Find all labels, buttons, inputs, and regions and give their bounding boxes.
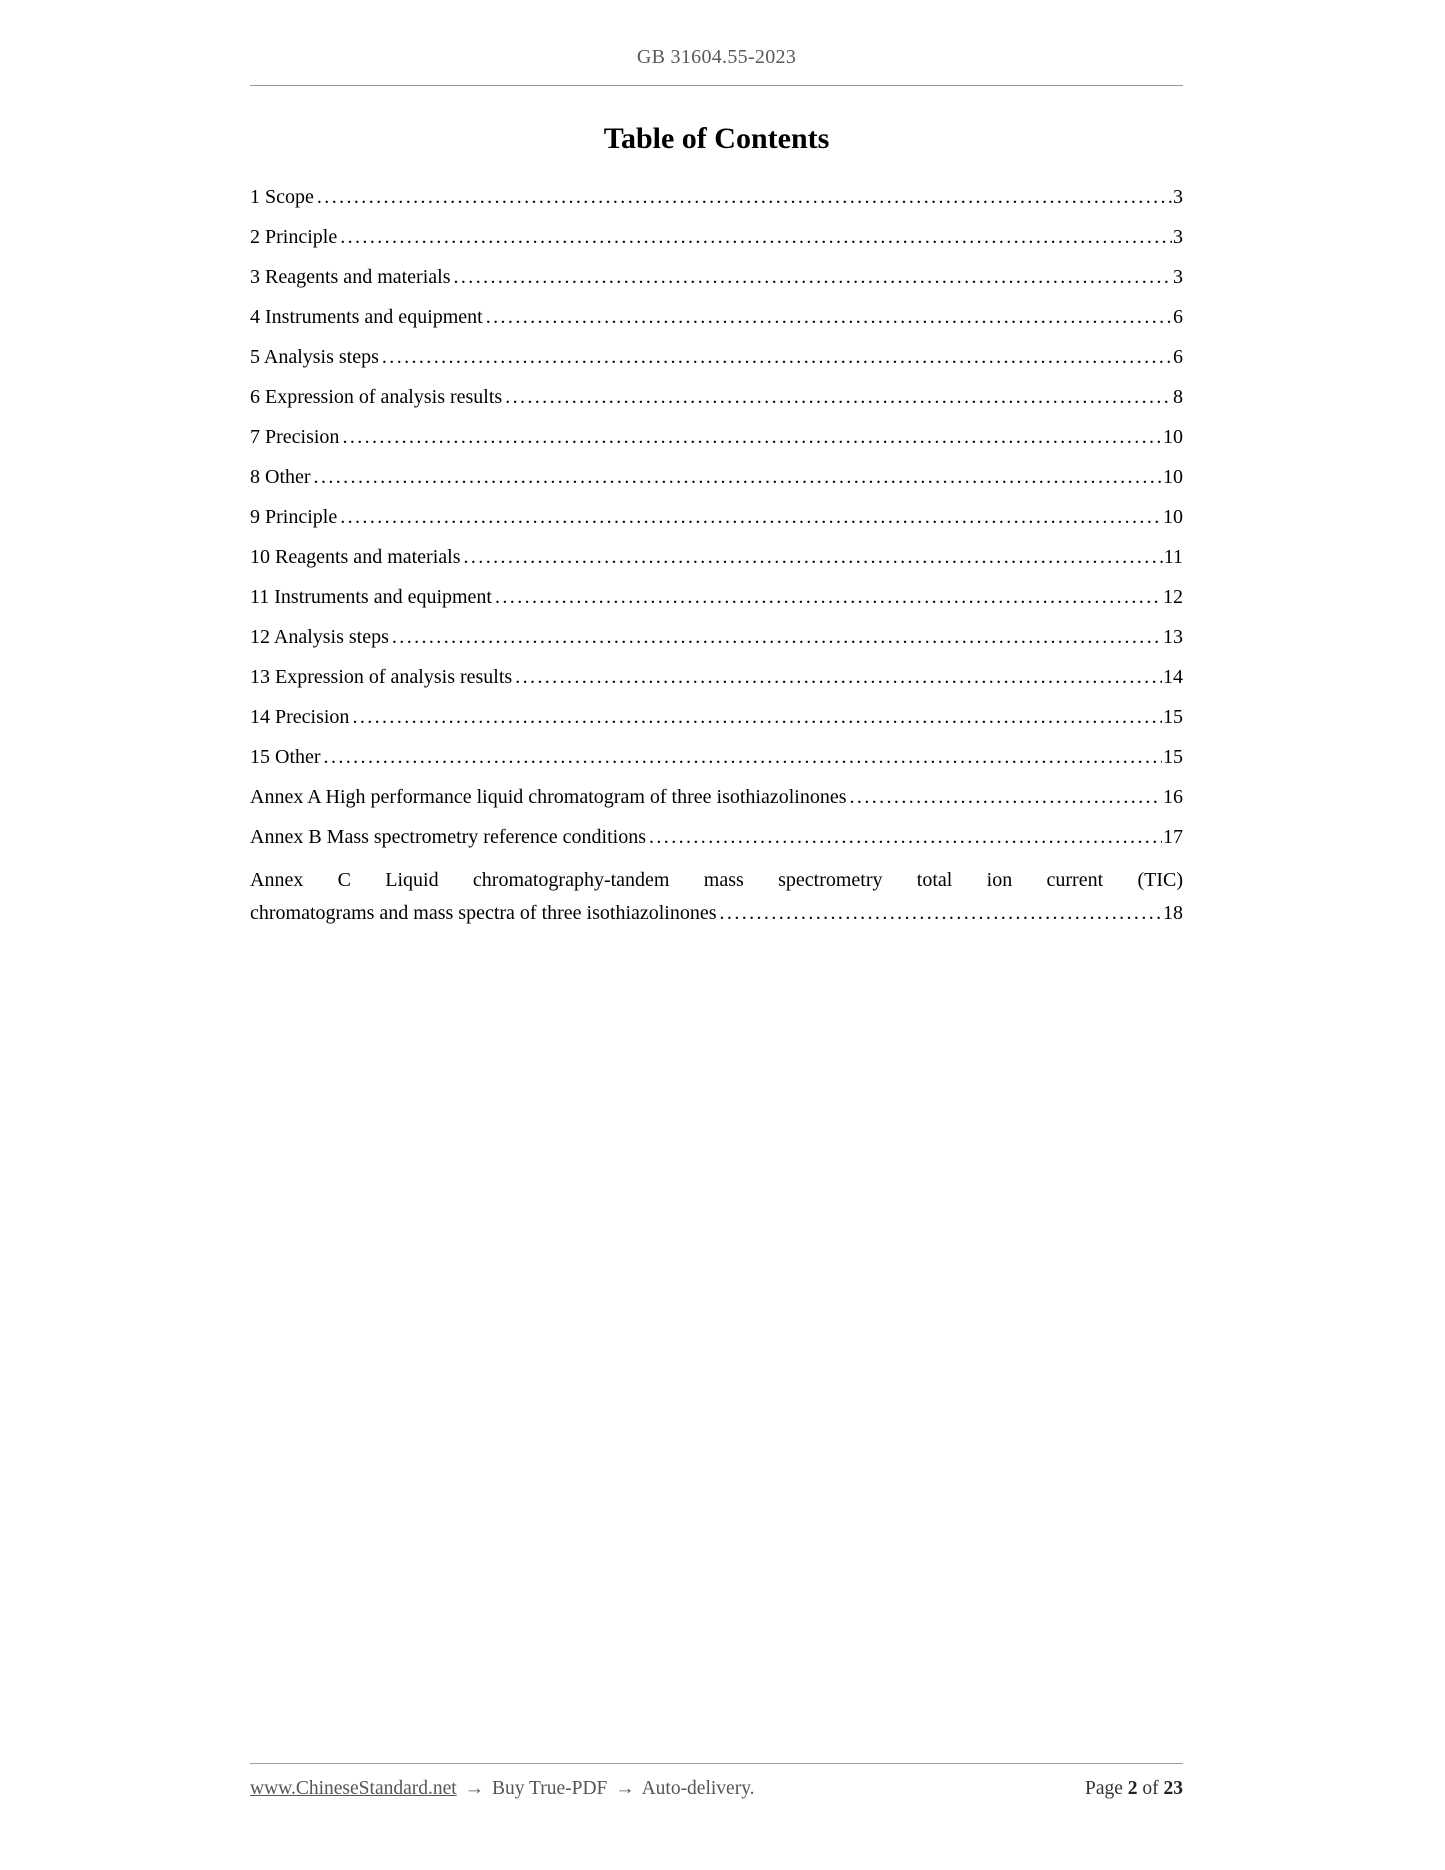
toc-entry bbox=[250, 304, 1183, 331]
toc-entry bbox=[250, 384, 1183, 411]
toc-entry-title: 2 Principle bbox=[250, 226, 338, 248]
toc-leader-dots bbox=[486, 304, 1172, 331]
toc-entry-page: 11 bbox=[1163, 546, 1183, 568]
footer-site-link[interactable]: www.ChineseStandard.net bbox=[250, 1778, 457, 1799]
toc-entry-title: Annex B Mass spectrometry reference conditions bbox=[250, 826, 646, 848]
toc-entry-title: 7 Precision bbox=[250, 426, 340, 448]
page-footer bbox=[250, 1763, 1183, 1800]
toc-entry-title: 10 Reagents and materials bbox=[250, 546, 461, 568]
toc-entry-title: 4 Instruments and equipment bbox=[250, 306, 483, 328]
toc-entry bbox=[250, 264, 1183, 291]
toc-entry bbox=[250, 824, 1183, 851]
toc-leader-dots bbox=[505, 384, 1172, 411]
toc-leader-dots bbox=[342, 424, 1162, 451]
toc-entry-page: 10 bbox=[1163, 426, 1183, 448]
toc-entry bbox=[250, 184, 1183, 211]
toc-entry-title: 12 Analysis steps bbox=[250, 626, 389, 648]
toc-entry-title-line2: chromatograms and mass spectra of three isothiazolinones bbox=[250, 902, 717, 924]
toc-entry-title: 6 Expression of analysis results bbox=[250, 386, 503, 408]
toc-entry-title: 8 Other bbox=[250, 466, 311, 488]
toc-entry-title: 13 Expression of analysis results bbox=[250, 666, 513, 688]
toc-leader-dots bbox=[314, 464, 1162, 491]
toc-entry-page: 15 bbox=[1163, 706, 1183, 728]
toc-entry bbox=[250, 464, 1183, 491]
toc-leader-dots bbox=[454, 264, 1173, 291]
toc-entry bbox=[250, 624, 1183, 651]
toc-entry bbox=[250, 344, 1183, 371]
toc-leader-dots bbox=[324, 744, 1162, 771]
arrow-right-icon: → bbox=[464, 1778, 485, 1799]
toc-entry-title: Annex A High performance liquid chromatogram of three isothiazolinones bbox=[250, 786, 847, 808]
footer-delivery-text: Auto-delivery. bbox=[641, 1778, 755, 1799]
toc-leader-dots bbox=[850, 784, 1162, 811]
toc-leader-dots bbox=[464, 544, 1163, 571]
toc-entry-page: 15 bbox=[1163, 746, 1183, 768]
toc-leader-dots bbox=[392, 624, 1162, 651]
toc-leader-dots bbox=[720, 897, 1162, 930]
toc-entry bbox=[250, 784, 1183, 811]
header-divider bbox=[250, 85, 1183, 86]
toc-entry-title: 15 Other bbox=[250, 746, 321, 768]
document-code: GB 31604.55-2023 bbox=[636, 46, 797, 68]
toc-entry-page: 6 bbox=[1173, 346, 1183, 368]
total-pages-number: 23 bbox=[1163, 1778, 1183, 1799]
table-of-contents bbox=[250, 184, 1183, 930]
toc-entry-title: 9 Principle bbox=[250, 506, 338, 528]
toc-entry-title: 5 Analysis steps bbox=[250, 346, 379, 368]
toc-entry bbox=[250, 704, 1183, 731]
toc-entry-page: 17 bbox=[1163, 826, 1183, 848]
page-label: Page bbox=[1084, 1778, 1123, 1799]
toc-entry bbox=[250, 584, 1183, 611]
toc-entry-page: 14 bbox=[1163, 666, 1183, 688]
toc-entry-title: 3 Reagents and materials bbox=[250, 266, 451, 288]
toc-entry bbox=[250, 424, 1183, 451]
page-title: Table of Contents bbox=[603, 122, 830, 155]
toc-entry-title: 1 Scope bbox=[250, 186, 314, 208]
of-label: of bbox=[1142, 1778, 1159, 1799]
toc-leader-dots bbox=[495, 584, 1162, 611]
toc-entry-page: 10 bbox=[1163, 506, 1183, 528]
toc-entry-page: 6 bbox=[1173, 306, 1183, 328]
toc-entry-page: 16 bbox=[1163, 786, 1183, 808]
toc-entry-annex-c bbox=[250, 864, 1183, 930]
toc-entry-page: 12 bbox=[1163, 586, 1183, 608]
toc-entry-page: 8 bbox=[1173, 386, 1183, 408]
toc-entry-page: 13 bbox=[1163, 626, 1183, 648]
toc-entry-line2 bbox=[250, 897, 1183, 930]
arrow-right-icon: → bbox=[615, 1778, 635, 1799]
toc-entry-page: 3 bbox=[1173, 186, 1183, 208]
toc-leader-dots bbox=[382, 344, 1172, 371]
toc-entry-title: 14 Precision bbox=[250, 706, 350, 728]
toc-leader-dots bbox=[649, 824, 1162, 851]
toc-leader-dots bbox=[317, 184, 1172, 211]
toc-leader-dots bbox=[352, 704, 1162, 731]
toc-entry bbox=[250, 664, 1183, 691]
current-page-number: 2 bbox=[1127, 1778, 1138, 1799]
toc-entry bbox=[250, 504, 1183, 531]
toc-entry-page: 18 bbox=[1163, 902, 1183, 924]
footer-branding bbox=[250, 1778, 755, 1800]
toc-entry bbox=[250, 224, 1183, 251]
toc-leader-dots bbox=[340, 504, 1162, 531]
toc-entry-page: 3 bbox=[1173, 226, 1183, 248]
toc-leader-dots bbox=[515, 664, 1162, 691]
page-content bbox=[250, 0, 1183, 943]
toc-entry bbox=[250, 544, 1183, 571]
page-indicator bbox=[1085, 1778, 1183, 1800]
toc-leader-dots bbox=[340, 224, 1172, 251]
document-header bbox=[250, 0, 1183, 86]
toc-entry-title-line1: Annex C Liquid chromatography-tandem mass spectrometry total ion current (TIC) bbox=[250, 869, 1183, 891]
toc-entry-page: 3 bbox=[1173, 266, 1183, 288]
toc-entry-title: 11 Instruments and equipment bbox=[250, 586, 492, 608]
toc-entry bbox=[250, 744, 1183, 771]
footer-buy-text: Buy True-PDF bbox=[491, 1778, 608, 1799]
toc-entry-page: 10 bbox=[1163, 466, 1183, 488]
